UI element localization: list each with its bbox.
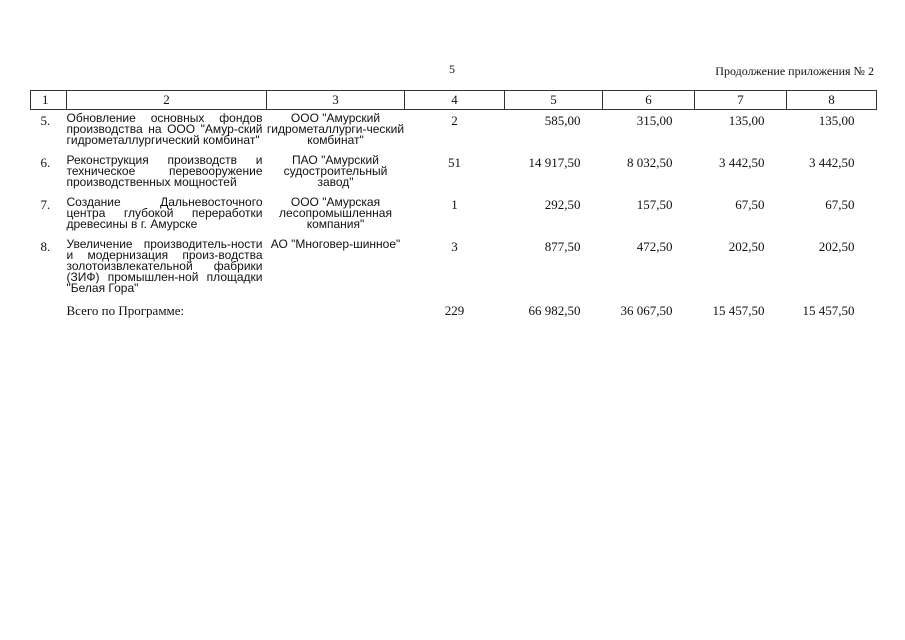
column-header: 2 bbox=[67, 91, 267, 110]
total-count-cell: 229 bbox=[444, 303, 465, 318]
table-row bbox=[31, 110, 877, 153]
project-name: Увеличение производитель-ности и модернизация произ-водства золотоизвлекательной фабрики (ЗИФ) промышлен-ной площадки "Белая Гора" bbox=[66, 237, 263, 295]
total-value-cell: 66 982,50 bbox=[528, 303, 581, 318]
column-header: 6 bbox=[603, 91, 695, 110]
row-number: 8. bbox=[40, 239, 51, 254]
organization-name: ООО "Амурская лесопромышленная компания" bbox=[279, 195, 392, 231]
count-cell: 51 bbox=[448, 155, 461, 170]
organization-name: ПАО "Амурский судостроительный завод" bbox=[283, 153, 388, 189]
value-cell: 3 442,50 bbox=[719, 155, 765, 170]
total-value-cell: 15 457,50 bbox=[712, 303, 765, 318]
value-cell: 67,50 bbox=[735, 197, 765, 212]
table-header-row bbox=[31, 91, 877, 110]
column-header: 1 bbox=[31, 91, 67, 110]
row-number: 5. bbox=[40, 113, 51, 128]
count-cell: 1 bbox=[451, 197, 458, 212]
project-name: Обновление основных фондов производства на ООО "Амур-ский гидрометаллургический комбинат" bbox=[66, 111, 263, 147]
project-name: Создание Дальневосточного центра глубокой переработки древесины в г. Амурске bbox=[66, 195, 263, 231]
organization-name: ООО "Амурский гидрометаллурги-ческий комбинат" bbox=[266, 111, 405, 147]
count-cell: 2 bbox=[451, 113, 458, 128]
value-cell: 135,00 bbox=[728, 113, 765, 128]
value-cell: 8 032,50 bbox=[627, 155, 673, 170]
value-cell: 292,50 bbox=[544, 197, 581, 212]
total-value-cell: 15 457,50 bbox=[802, 303, 855, 318]
value-cell: 157,50 bbox=[636, 197, 673, 212]
value-cell: 202,50 bbox=[818, 239, 855, 254]
value-cell: 14 917,50 bbox=[528, 155, 581, 170]
value-cell: 877,50 bbox=[544, 239, 581, 254]
appendix-continuation-label: Продолжение приложения № 2 bbox=[715, 64, 874, 78]
row-number: 7. bbox=[40, 197, 51, 212]
total-label: Всего по Программе: bbox=[66, 303, 185, 318]
count-cell: 3 bbox=[451, 239, 458, 254]
organization-name: АО "Многовер-шинное" bbox=[270, 237, 401, 251]
table-row bbox=[31, 194, 877, 236]
value-cell: 315,00 bbox=[636, 113, 673, 128]
value-cell: 67,50 bbox=[825, 197, 855, 212]
column-header: 3 bbox=[267, 91, 405, 110]
row-number: 6. bbox=[40, 155, 51, 170]
column-header: 4 bbox=[405, 91, 505, 110]
total-row bbox=[31, 300, 877, 319]
total-value-cell: 36 067,50 bbox=[620, 303, 673, 318]
value-cell: 472,50 bbox=[636, 239, 673, 254]
project-name: Реконструкция производств и техническое перевооружение производственных мощностей bbox=[66, 153, 263, 189]
column-header: 8 bbox=[787, 91, 877, 110]
value-cell: 585,00 bbox=[544, 113, 581, 128]
column-header: 7 bbox=[695, 91, 787, 110]
page-number: 5 bbox=[449, 62, 455, 76]
value-cell: 202,50 bbox=[728, 239, 765, 254]
table-row bbox=[31, 236, 877, 300]
value-cell: 135,00 bbox=[818, 113, 855, 128]
column-header: 5 bbox=[505, 91, 603, 110]
table-row bbox=[31, 152, 877, 194]
program-table bbox=[30, 90, 877, 319]
value-cell: 3 442,50 bbox=[809, 155, 855, 170]
total-spacer bbox=[31, 300, 67, 319]
